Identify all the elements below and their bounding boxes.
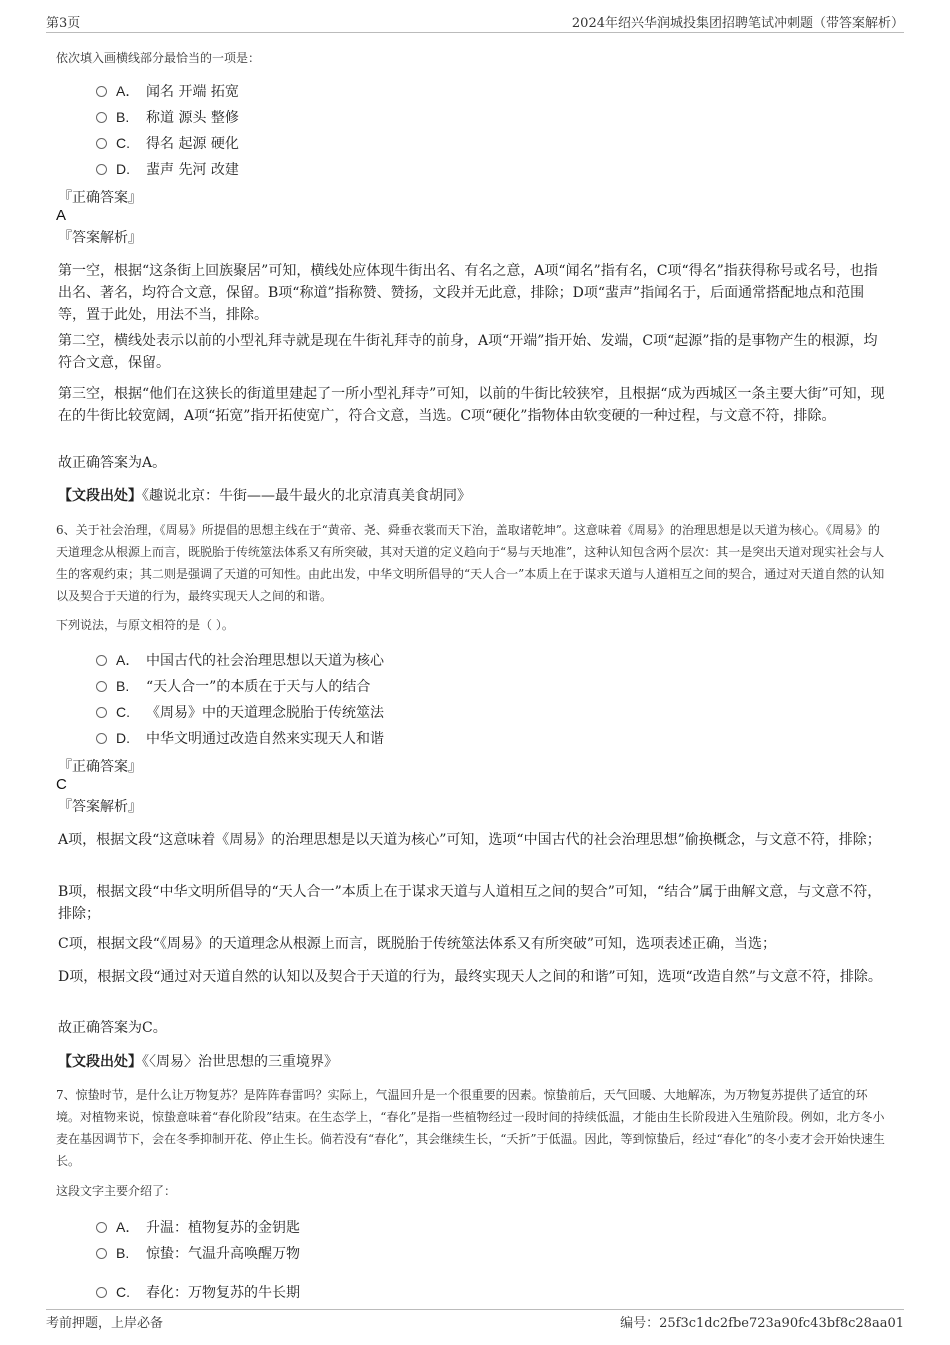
q7-passage: 7、惊蛰时节，是什么让万物复苏？是阵阵春雷吗？实际上，气温回升是一个很重要的因素。惊蛰前后，天气回暖、大地解冻，为万物复苏提供了适宜的环境。对植物来说，惊蛰意味着“春化阶段”结束。在生态学上，“春化”是指一些植物经过一段时间的持续低温，才能由生长阶段进入生殖阶段。例如，北方冬小麦在基因调节下，会在冬季抑制开花、停止生长。倘若没有“春化”，其会继续生长，“夭折”于低温。因此，等到惊蛰后，经过“春化”的冬小麦才会开始快速生长。 [56, 1088, 885, 1168]
radio-icon[interactable] [96, 112, 107, 123]
radio-icon[interactable] [96, 86, 107, 97]
page-number: 第3页 [46, 16, 81, 31]
radio-icon[interactable] [96, 1222, 107, 1233]
q6-answer-label: 『正确答案』 [58, 759, 142, 775]
q5-option-d[interactable]: D. 蜚声 先河 改建 [96, 158, 239, 180]
header-divider [46, 32, 904, 33]
q5-prompt: 依次填入画横线部分最恰当的一项是： [56, 51, 261, 65]
q6-analysis-paragraph: B项，根据文段“中华文明所倡导的“天人合一”本质上在于谋求天道与人道相互之间的契合”可知，“结合”属于曲解文意，与文意不符，排除； [58, 884, 882, 922]
q7-option-c[interactable]: C. 春化：万物复苏的牛长期 [96, 1281, 300, 1303]
q5-analysis-paragraph: 第三空，根据“他们在这狭长的街道里建起了一所小型礼拜寺”可知，以前的牛街比较狭窄，且根据“成为西城区一条主要大街”可知，现在的牛街比较宽阔，A项“拓宽”指开拓使宽广，符合文意，当选。C项“硬化”指物体由软变硬的一种过程，与文意不符，排除。 [58, 386, 885, 424]
radio-icon[interactable] [96, 733, 107, 744]
q6-option-d[interactable]: D. 中华文明通过改造自然来实现天人和谐 [96, 727, 384, 749]
q6-analysis-paragraph: A项，根据文段“这意味着《周易》的治理思想是以天道为核心”可知，选项“中国古代的社会治理思想”偷换概念，与文意不符，排除； [58, 832, 881, 848]
q7-option-a[interactable]: A． 升温：植物复苏的金钥匙 [96, 1216, 300, 1238]
source-label: 【文段出处】 [58, 1054, 142, 1070]
source-title: 《趣说北京：牛街——最牛最火的北京清真美食胡同》 [142, 488, 471, 504]
q6-conclusion: 故正确答案为C。 [58, 1020, 167, 1036]
q5-analysis-paragraph: 第一空，根据“这条街上回族聚居”可知，横线处应体现牛街出名、有名之意，A项“闻名”指有名，C项“得名”指获得称号或名号，也指出名、著名，均符合文意，保留。B项“称道”指称赞、赞扬，文段并无此意，排除；D项“蜚声”指闻名于，后面通常搭配地点和范围等，置于此处，用法不当，排除。 [58, 263, 878, 323]
q6-option-b[interactable]: B. “天人合一”的本质在于天与人的结合 [96, 675, 370, 697]
radio-icon[interactable] [96, 164, 107, 175]
document-title: 2024年绍兴华润城投集团招聘笔试冲刺题（带答案解析） [571, 16, 904, 31]
q5-answer-label: 『正确答案』 [58, 190, 142, 206]
q5-option-c[interactable]: C. 得名 起源 硬化 [96, 132, 239, 154]
radio-icon[interactable] [96, 1287, 107, 1298]
q5-analysis-paragraph: 第二空，横线处表示以前的小型礼拜寺就是现在牛街礼拜寺的前身，A项“开端”指开始、发端，C项“起源”指的是事物产生的根源，均符合文意，保留。 [58, 333, 878, 371]
q6-analysis-paragraph: D项，根据文段“通过对天道自然的认知以及契合于天道的行为，最终实现天人之间的和谐”可知，选项“改造自然”与文意不符，排除。 [58, 969, 882, 985]
q6-passage: 6、关于社会治理，《周易》所提倡的思想主线在于“黄帝、尧、舜垂衣裳而天下治，盖取诸乾坤”。这意味着《周易》的治理思想是以天道为核心。《周易》的天道理念从根源上而言，既脱胎于传统筮法体系又有所突破，其对天道的定义趋向于“易与天地准”，这种认知包含两个层次：其一是突出天道对现实社会与人生的客观约束；其二则是强调了天道的可知性。由此出发，中华文明所倡导的“天人合一”本质上在于谋求天道与人道相互之间的契合，通过对天道自然的认知以及契合于天道的行为，最终实现天人之间的和谐。 [56, 523, 885, 603]
radio-icon[interactable] [96, 707, 107, 718]
source-title: 《〈周易〉治世思想的三重境界》 [142, 1054, 338, 1070]
q5-option-b[interactable]: B. 称道 源头 整修 [96, 106, 239, 128]
footer-slogan: 考前押题，上岸必备 [46, 1316, 164, 1331]
q5-conclusion: 故正确答案为A。 [58, 455, 167, 471]
q6-option-c[interactable]: C. 《周易》中的天道理念脱胎于传统筮法 [96, 701, 384, 723]
radio-icon[interactable] [96, 138, 107, 149]
q7-option-b[interactable]: B. 惊蛰：气温升高唤醒万物 [96, 1242, 300, 1264]
page-header [46, 12, 904, 30]
q6-source [58, 1051, 888, 1073]
footer-divider [46, 1309, 904, 1310]
page-footer [46, 1312, 904, 1331]
q6-analysis-paragraph: C项，根据文段“《周易》的天道理念从根源上而言，既脱胎于传统筮法体系又有所突破”可知，选项表述正确，当选； [58, 936, 777, 952]
q5-analysis-label: 『答案解析』 [58, 230, 142, 246]
q5-source [58, 485, 888, 507]
q5-answer: A [56, 207, 67, 224]
q7-prompt: 这段文字主要介绍了： [56, 1184, 177, 1198]
radio-icon[interactable] [96, 681, 107, 692]
document-code: 编号：25f3c1dc2fbe723a90fc43bf8c28aa01 [620, 1316, 904, 1331]
q6-prompt: 下列说法，与原文相符的是（ ）。 [56, 618, 234, 632]
q6-analysis-label: 『答案解析』 [58, 799, 142, 815]
radio-icon[interactable] [96, 655, 107, 666]
source-label: 【文段出处】 [58, 488, 142, 504]
q5-option-a[interactable]: A． 闻名 开端 拓宽 [96, 80, 239, 102]
radio-icon[interactable] [96, 1248, 107, 1259]
q6-option-a[interactable]: A． 中国古代的社会治理思想以天道为核心 [96, 649, 384, 671]
q6-answer: C [56, 776, 67, 793]
